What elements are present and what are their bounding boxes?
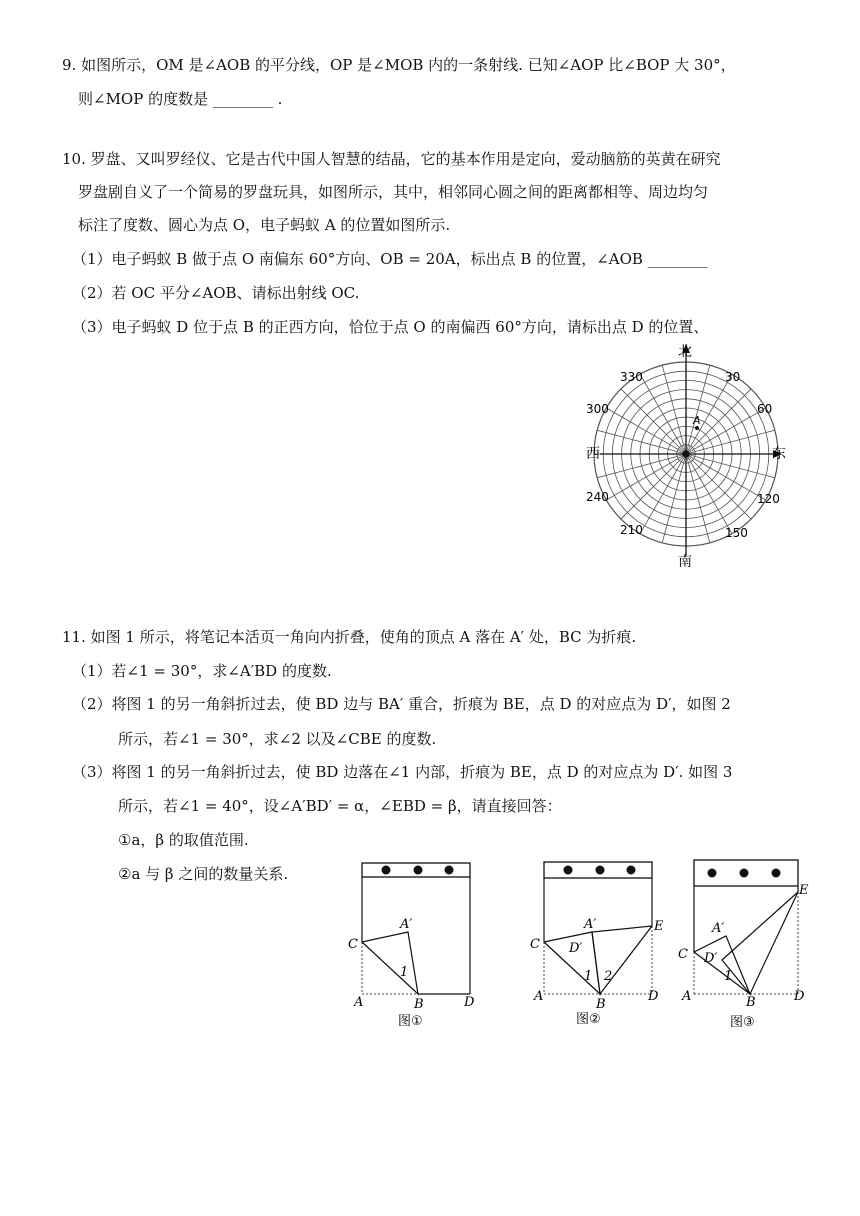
compass-spoke	[640, 454, 686, 534]
q11-line1: 11. 如图 1 所示，将笔记本活页一角向内折叠，使角的顶点 A 落在 A′ 处，BC 为折痕.	[62, 628, 637, 646]
compass-spoke	[606, 454, 686, 500]
deg-210: 210	[620, 523, 643, 537]
q11-sub3a: （3）将图 1 的另一角斜折过去，使 BD 边落在∠1 内部，折痕为 BE，点 D 的对应点为 D′. 如图 3	[72, 763, 733, 781]
fig1-label-d: D	[464, 995, 475, 1010]
fig1-label-a1: A′	[400, 917, 413, 932]
fig3-label-e: E	[799, 883, 809, 898]
q11-sub1: （1）若∠1 = 30°，求∠A′BD 的度数.	[72, 662, 332, 680]
q11-item1: ①a，β 的取值范围.	[118, 831, 249, 849]
center-o	[683, 451, 690, 458]
q11-item2: ②a 与 β 之间的数量关系.	[118, 865, 289, 883]
compass-spoke	[686, 454, 710, 543]
q10-sub1: （1）电子蚂蚁 B 做于点 O 南偏东 60°方向、OB = 20A，标出点 B 的位置，∠AOB ________	[72, 250, 708, 268]
q9-line1: 9. 如图所示，OM 是∠AOB 的平分线，OP 是∠MOB 内的一条射线. 已知∠AOP 比∠BOP 大 30°，	[62, 56, 736, 74]
label-west: 西	[586, 446, 600, 462]
deg-120: 120	[757, 492, 780, 506]
q10-line2: 罗盘剧自义了一个简易的罗盘玩具，如图所示，其中，相邻同心圆之间的距离都相等、周边均匀	[78, 183, 709, 201]
fig2-label-d: D	[648, 989, 659, 1004]
q11-sub2a: （2）将图 1 的另一角斜折过去，使 BD 边与 BA′ 重合，折痕为 BE，点 D 的对应点为 D′，如图 2	[72, 695, 731, 713]
compass-spoke	[662, 454, 686, 543]
fig2-label-b: B	[596, 997, 606, 1012]
q11-sub2b: 所示，若∠1 = 30°，求∠2 以及∠CBE 的度数.	[118, 730, 437, 748]
deg-60: 60	[757, 402, 773, 416]
deg-150: 150	[725, 526, 748, 540]
point-a-label: A	[693, 414, 701, 427]
fig3-label-a: A	[682, 989, 692, 1004]
deg-240: 240	[586, 490, 609, 504]
compass-spoke	[686, 430, 775, 454]
compass-spoke	[606, 408, 686, 454]
q11-sub3b: 所示，若∠1 = 40°，设∠A′BD′ = α，∠EBD = β，请直接回答：	[118, 797, 562, 815]
fig2-label-a: A	[534, 989, 544, 1004]
compass-spoke	[686, 454, 732, 534]
compass-spoke	[640, 374, 686, 454]
fig2-label-c: C	[530, 937, 540, 952]
fig1-label-a: A	[354, 995, 364, 1010]
fig1-angle-1: 1	[400, 965, 409, 980]
fig2-label-d1: D′	[569, 941, 583, 956]
deg-330: 330	[620, 370, 643, 384]
fig1-label-c: C	[348, 937, 358, 952]
q10-sub3: （3）电子蚂蚁 D 位于点 B 的正西方向，恰位于点 O 的南偏西 60°方向，请标出点 D 的位置、	[72, 318, 709, 336]
deg-300: 300	[586, 402, 609, 416]
fig2-label-a1: A′	[584, 917, 597, 932]
compass-figure	[580, 338, 795, 570]
label-east: 东	[772, 446, 786, 462]
q10-line3: 标注了度数、圆心为点 O，电子蚂蚁 A 的位置如图所示.	[78, 216, 451, 234]
fig3-label-d: D	[794, 989, 805, 1004]
label-south: 南	[678, 554, 692, 570]
figure-3	[672, 856, 822, 1034]
fig1-label-b: B	[414, 997, 424, 1012]
fig3-label-b: B	[746, 995, 756, 1010]
compass-spoke	[597, 454, 686, 478]
figure-1	[340, 858, 490, 1033]
fig3-label-c: C	[678, 947, 688, 962]
figure-2	[522, 858, 672, 1033]
compass-spoke	[686, 365, 710, 454]
fig3-label-a1: A′	[712, 921, 725, 936]
fig2-angle-1: 1	[584, 969, 593, 984]
q10-sub2: （2）若 OC 平分∠AOB、请标出射线 OC.	[72, 284, 360, 302]
q10-line1: 10. 罗盘、又叫罗经仪、它是古代中国人智慧的结晶，它的基本作用是定向，爱动脑筋的英黄在研究	[62, 150, 721, 168]
label-north: 北	[678, 344, 692, 360]
fig3-angle-1: 1	[724, 969, 733, 984]
fig1-caption: 图①	[398, 1014, 423, 1029]
deg-30: 30	[725, 370, 741, 384]
compass-spoke	[662, 365, 686, 454]
fig2-caption: 图②	[576, 1012, 601, 1027]
fig3-label-d1: D′	[704, 951, 718, 966]
fig3-caption: 图③	[730, 1015, 755, 1030]
compass-spoke	[686, 454, 775, 478]
q9-line2: 则∠MOP 的度数是 ________ .	[78, 90, 283, 108]
fig2-label-e: E	[654, 919, 664, 934]
compass-spoke	[686, 454, 766, 500]
fig2-angle-2: 2	[604, 969, 613, 984]
compass-spoke	[597, 430, 686, 454]
